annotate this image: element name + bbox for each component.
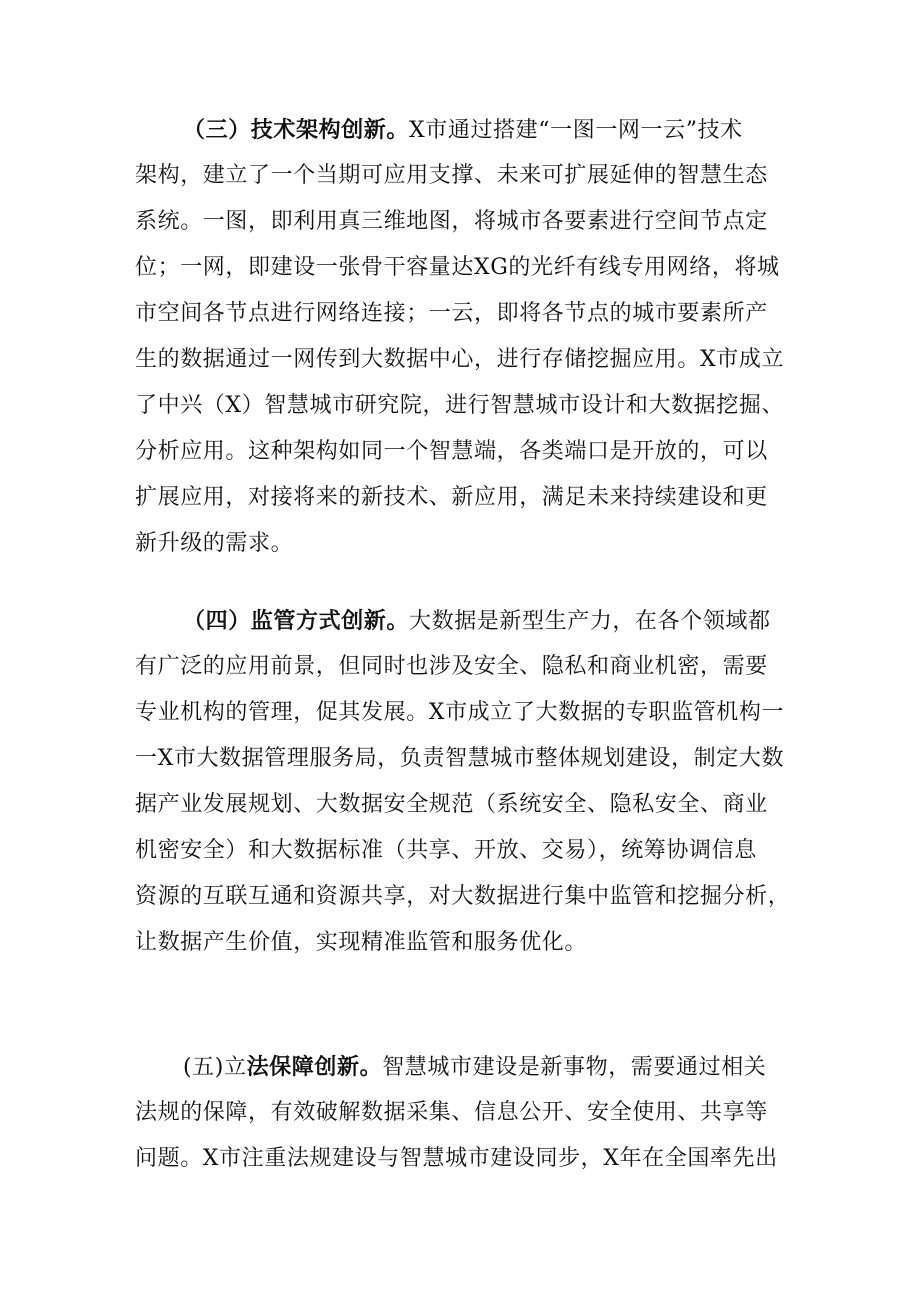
text-line: 新升级的需求。 [135, 531, 294, 556]
text-line: 专业机构的管理，促其发展。X市成立了大数据的专职监管机构一 [135, 700, 785, 725]
text-line: 法规的保障，有效破解数据采集、信息公开、安全使用、共享等 [135, 1100, 768, 1125]
text-line: 了中兴（X）智慧城市研究院，进行智慧城市设计和大数据挖掘、 [135, 393, 785, 418]
line-text: 大数据是新型生产力，在各个领域都 [409, 609, 771, 634]
section-heading: （三）技术架构创新。 [183, 117, 410, 143]
text-line: 机密安全）和大数据标准（共享、开放、交易），统筹协调信息 [135, 838, 757, 863]
text-line: 架构，建立了一个当期可应用支撑、未来可扩展延伸的智慧生态 [135, 163, 768, 188]
text-line [183, 605, 771, 637]
text-line: 据产业发展规划、大数据安全规范（系统安全、隐私安全、商业 [135, 792, 768, 817]
text-line: 市空间各节点进行网络连接；一云，即将各节点的城市要素所产 [135, 301, 768, 326]
text-line: 一X市大数据管理服务局，负责智慧城市整体规划建设，制定大数 [135, 746, 785, 771]
line-text: X市通过搭建“一图一网一云”技术 [409, 118, 743, 143]
text-line: 让数据产生价值，实现精准监管和服务优化。 [135, 930, 588, 955]
text-line [183, 1051, 766, 1083]
text-line [183, 114, 743, 146]
section-heading: （四）监管方式创新。 [183, 608, 410, 634]
section-number: (五)立 [183, 1055, 247, 1080]
text-line: 问题。X市注重法规建设与智慧城市建设同步，X年在全国率先出 [135, 1146, 778, 1171]
line-text: 智慧城市建设是新事物，需要通过相关 [382, 1055, 767, 1080]
section-heading: 法保障创新。 [246, 1054, 383, 1080]
text-line: 分析应用。这种架构如同一个智慧端，各类端口是开放的，可以 [135, 439, 768, 464]
text-line: 有广泛的应用前景，但同时也涉及安全、隐私和商业机密，需要 [135, 654, 768, 679]
text-line: 位；一网，即建设一张骨干容量达XG的光纤有线专用网络，将城 [135, 255, 780, 280]
text-line: 扩展应用，对接将来的新技术、新应用，满足未来持续建设和更 [135, 485, 768, 510]
text-line: 生的数据通过一网传到大数据中心，进行存储挖掘应用。X市成立 [135, 347, 785, 372]
text-line: 资源的互联互通和资源共享，对大数据进行集中监管和挖掘分析， [135, 884, 791, 909]
text-line: 系统。一图，即利用真三维地图，将城市各要素进行空间节点定 [135, 209, 768, 234]
